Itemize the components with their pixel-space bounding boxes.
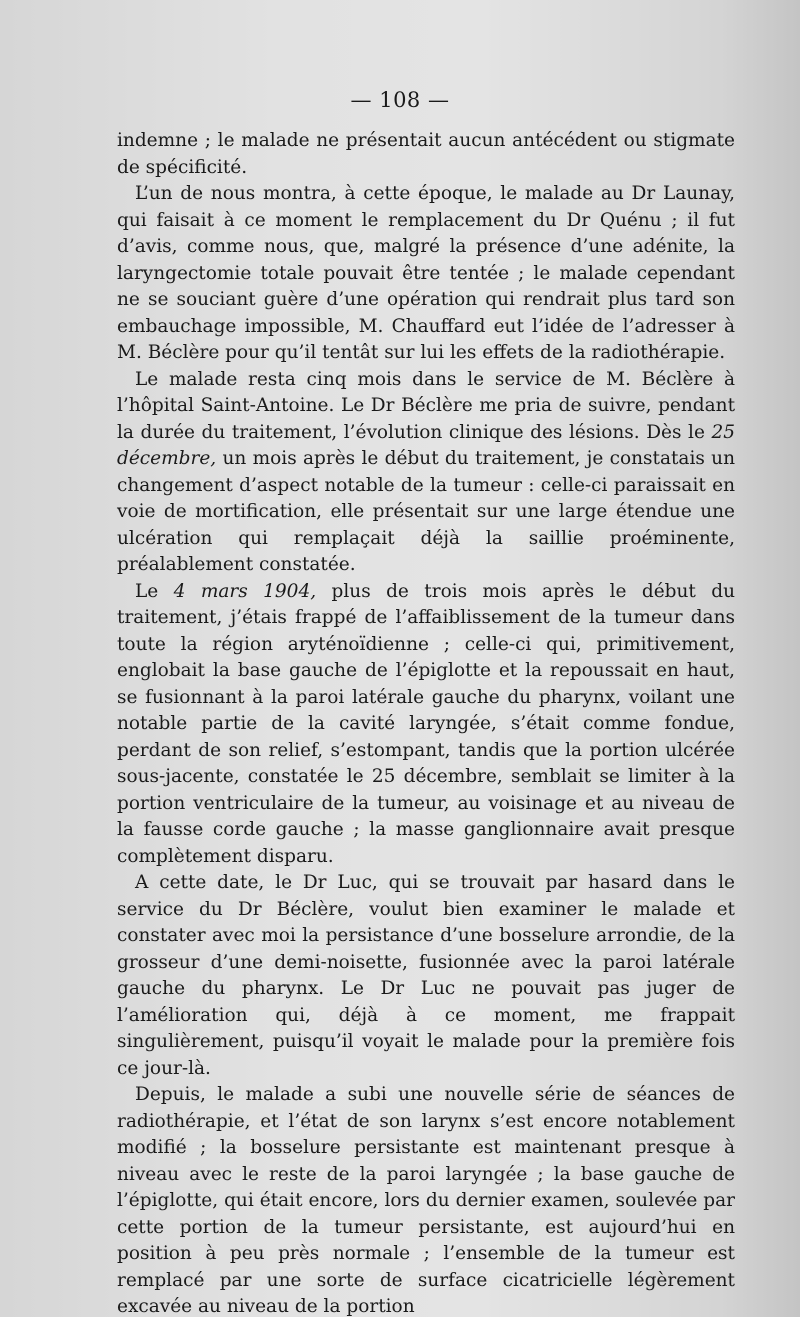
paragraph-6: Depuis, le malade a subi une nouvelle série de séances de radiothérapie, et l’état de son larynx s’est encore notablement modifié ; la bosselure persistante est maintenant presque à niveau avec le reste de la paroi laryngée ; la base gauche de l’épiglotte, qui était encore, lors du dernier examen, soulevée par cette portion de la tumeur persistante, est aujourd’hui en position à peu près normale ; l’ensemble de la tumeur est remplacé par une sorte de surface cicatricielle légèrement excavée au niveau de la portion [117,1084,735,1317]
paragraph-1: indemne ; le malade ne présentait aucun antécédent ou stigmate de spécificité. [117,130,735,178]
body-text [117,128,735,1317]
paragraph-3-text-a: Le malade resta cinq mois dans le service de M. Béclère à l’hôpital Saint-Antoine. Le Dr Béclère me pria de suivre, pendant la durée du traitement, l’évolution clinique des lésions. Dès le [117,368,735,443]
paragraph-3 [117,367,735,579]
paragraph-3-text-b: un mois après le début du traitement, je constatais un changement d’aspect notable de la tumeur : celle-ci paraissait en voie de mortification, elle présentait sur une large étendue une ulcération qui remplaçait déjà la saillie proéminente, préalablement constatée. [117,448,735,575]
paragraph-4-text-a: Le [135,580,174,602]
paragraph-2: L’un de nous montra, à cette époque, le malade au Dr Launay, qui faisait à ce moment le remplacement du Dr Quénu ; il fut d’avis, comme nous, que, malgré la présence d’une adénite, la laryngectomie totale pouvait être tentée ; le malade cependant ne se souciant guère d’une opération qui rendrait plus tard son embauchage impossible, M. Chauffard eut l’idée de l’adresser à M. Béclère pour qu’il tentât sur lui les effets de la radiothérapie. [117,183,735,363]
paragraph-4 [117,579,735,871]
page-number: — 108 — [350,88,450,112]
paragraph-4-text-b: plus de trois mois après le début du traitement, j’étais frappé de l’affaiblissement de la tumeur dans toute la région aryténoïdienne ; celle-ci qui, primitivement, englobait la base gauche de l’épiglotte et la repoussait en haut, se fusionnant à la paroi latérale gauche du pharynx, voilant une notable partie de la cavité laryngée, s’était comme fondue, perdant de son relief, s’estompant, tandis que la portion ulcérée sous-jacente, constatée le 25 décembre, semblait se limiter à la portion ventriculaire de la tumeur, au voisinage et au niveau de la fausse corde gauche ; la masse ganglionnaire avait presque complètement disparu. [117,580,735,867]
paragraph-4-date: 4 mars 1904, [173,580,317,602]
paragraph-5: A cette date, le Dr Luc, qui se trouvait par hasard dans le service du Dr Béclère, voulut bien examiner le malade et constater avec moi la persistance d’une bosselure arrondie, de la grosseur d’une demi-noisette, fusionnée avec la paroi latérale gauche du pharynx. Le Dr Luc ne pouvait pas juger de l’amélioration qui, déjà à ce moment, me frappait singulièrement, puisqu’il voyait le malade pour la première fois ce jour-là. [117,872,735,1079]
paragraph-3-date: 25 décembre, [117,421,735,469]
